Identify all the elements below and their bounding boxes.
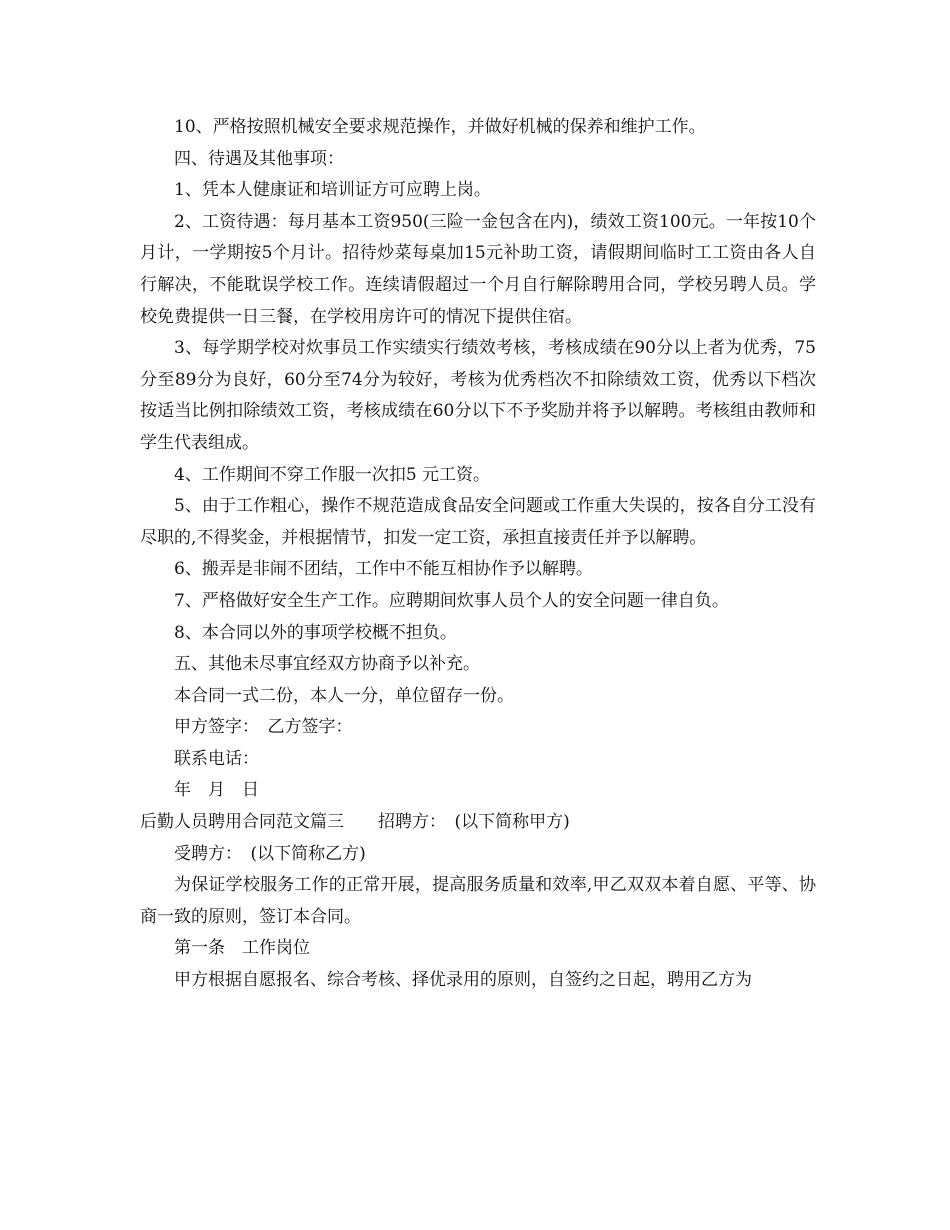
signature-line: 甲方签字： 乙方签字：: [174, 717, 353, 738]
paragraph-item-2-salary: 2、工资待遇：每月基本工资950(三险一金包含在内)，绩效工资100元。一年按10个月计，一学期按5个月计。招待炒菜每桌加15元补助工资，请假期间临时工工资由各人自行解决，不能耽误学校工作。连续请假超过一个月自行解除聘用合同，学校另聘人员。学校免费提供一日三餐，在学校用房许可的情况下提供住宿。: [140, 211, 816, 327]
contract-title-line: 后勤人员聘用合同范文篇三 招聘方： (以下简称甲方): [140, 812, 570, 833]
paragraph-item-6: 6、搬弄是非闹不团结，工作中不能互相协作予以解聘。: [174, 559, 593, 580]
employee-party-line: 受聘方： (以下简称乙方): [174, 843, 366, 864]
paragraph-article-1: 甲方根据自愿报名、综合考核、择优录用的原则，自签约之日起，聘用乙方为: [174, 970, 752, 991]
paragraph-item-10: 10、严格按照机械安全要求规范操作，并做好机械的保养和维护工作。: [174, 117, 706, 137]
document-body: [140, 112, 816, 997]
paragraph-item-3-assessment: 3、每学期学校对炊事员工作实绩实行绩效考核，考核成绩在90分以上者为优秀，75分至89分为良好，60分至74分为较好，考核为优秀档次不扣除绩效工资，优秀以下档次按适当比例扣除绩效工资，考核成绩在60分以下不予奖励并将予以解聘。考核组由教师和学生代表组成。: [140, 338, 816, 453]
section-heading-other: 五、其他未尽事宜经双方协商予以补充。: [174, 654, 480, 675]
paragraph-item-7: 7、严格做好安全生产工作。应聘期间炊事人员个人的安全问题一律自负。: [174, 590, 729, 611]
paragraph-item-1: 1、凭本人健康证和培训证方可应聘上岗。: [174, 180, 491, 201]
date-line: 年 月 日: [174, 780, 259, 801]
article-heading-1: 第一条 工作岗位: [174, 938, 310, 959]
phone-line: 联系电话：: [174, 748, 259, 769]
paragraph-item-4: 4、工作期间不穿工作服一次扣5 元工资。: [174, 464, 491, 485]
paragraph-purpose: 为保证学校服务工作的正常开展，提高服务质量和效率,甲乙双双本着自愿、平等、协商一致的原则，签订本合同。: [140, 875, 816, 927]
paragraph-item-5: 5、由于工作粗心，操作不规范造成食品安全问题或工作重大失误的，按各自分工没有尽职的,不得奖金，并根据情节，扣发一定工资，承担直接责任并予以解聘。: [140, 496, 816, 548]
paragraph-item-8: 8、本合同以外的事项学校概不担负。: [174, 622, 457, 643]
paragraph-copies: 本合同一式二份，本人一分，单位留存一份。: [174, 685, 514, 706]
section-heading-benefits: 四、待遇及其他事项：: [174, 148, 344, 169]
